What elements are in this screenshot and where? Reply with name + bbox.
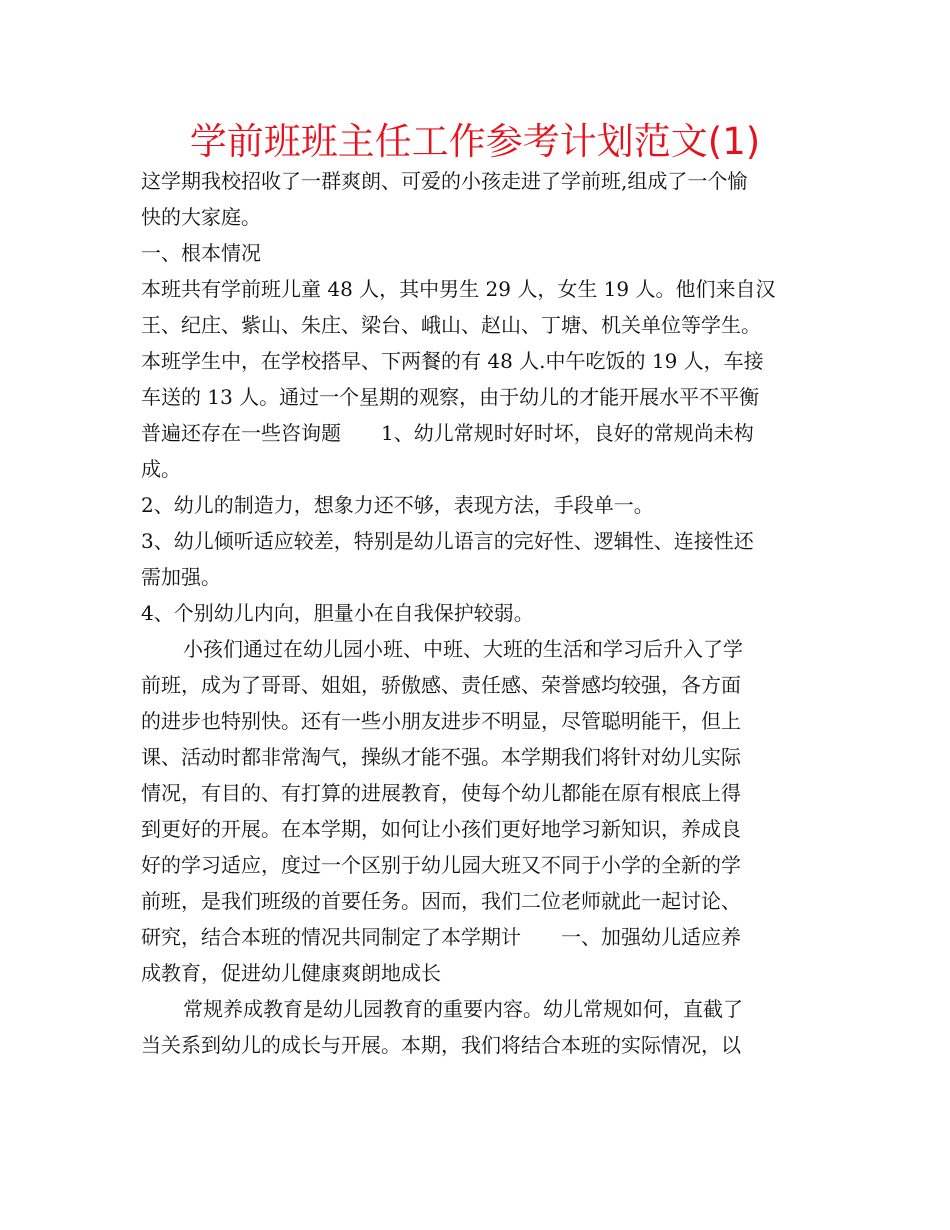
text-line: 这学期我校招收了一群爽朗、可爱的小孩走进了学前班,组成了一个愉	[141, 169, 748, 193]
text-line: 前班，是我们班级的首要任务。因而，我们二位老师就此一起讨论、	[141, 889, 741, 913]
text-line: 本班共有学前班儿童 48 人，其中男生 29 人，女生 19 人。他们来自汉	[141, 277, 776, 301]
document-title: 学前班班主任工作参考计划范文(1)	[189, 120, 761, 163]
text-line: 到更好的开展。在本学期，如何让小孩们更好地学习新知识，养成良	[141, 817, 741, 841]
paragraph-first-line: 常规养成教育是幼儿园教育的重要内容。幼儿常规如何，直截了	[183, 997, 743, 1021]
list-item: 4、个别幼儿内向，胆量小在自我保护较弱。	[141, 601, 534, 625]
text-line: 好的学习适应，度过一个区别于幼儿园大班又不同于小学的全新的学	[141, 853, 741, 877]
text-line: 成教育，促进幼儿健康爽朗地成长	[141, 961, 441, 985]
text-line: 本班学生中，在学校搭早、下两餐的有 48 人.中午吃饭的 19 人，车接	[141, 349, 764, 373]
text-line: 成。	[141, 457, 181, 481]
text-line: 的进步也特别快。还有一些小朋友进步不明显，尽管聪明能干，但上	[141, 709, 741, 733]
list-item: 2、幼儿的制造力，想象力还不够，表现方法，手段单一。	[141, 493, 654, 517]
text-line: 车送的 13 人。通过一个星期的观察，由于幼儿的才能开展水平不平衡	[141, 385, 760, 409]
text-line: 需加强。	[141, 565, 221, 589]
paragraph-first-line: 小孩们通过在幼儿园小班、中班、大班的生活和学习后升入了学	[183, 637, 743, 661]
text-line: 当关系到幼儿的成长与开展。本期，我们将结合本班的实际情况，以	[141, 1033, 741, 1057]
text-line: 前班，成为了哥哥、姐姐，骄傲感、责任感、荣誉感均较强，各方面	[141, 673, 741, 697]
text-line: 普遍还存在一些咨询题 1、幼儿常规时好时坏，良好的常规尚未构	[141, 421, 754, 445]
text-line: 课、活动时都非常淘气，操纵才能不强。本学期我们将针对幼儿实际	[141, 745, 741, 769]
section-heading: 一、根本情况	[141, 241, 261, 265]
text-line: 王、纪庄、紫山、朱庄、梁台、峨山、赵山、丁塘、机关单位等学生。	[141, 313, 761, 337]
text-line: 研究，结合本班的情况共同制定了本学期计 一、加强幼儿适应养	[141, 925, 741, 949]
text-line: 快的大家庭。	[141, 205, 261, 229]
text-line: 情况，有目的、有打算的进展教育，使每个幼儿都能在原有根底上得	[141, 781, 741, 805]
list-item: 3、幼儿倾听适应较差，特别是幼儿语言的完好性、逻辑性、连接性还	[141, 529, 754, 553]
document-body	[141, 163, 821, 1063]
